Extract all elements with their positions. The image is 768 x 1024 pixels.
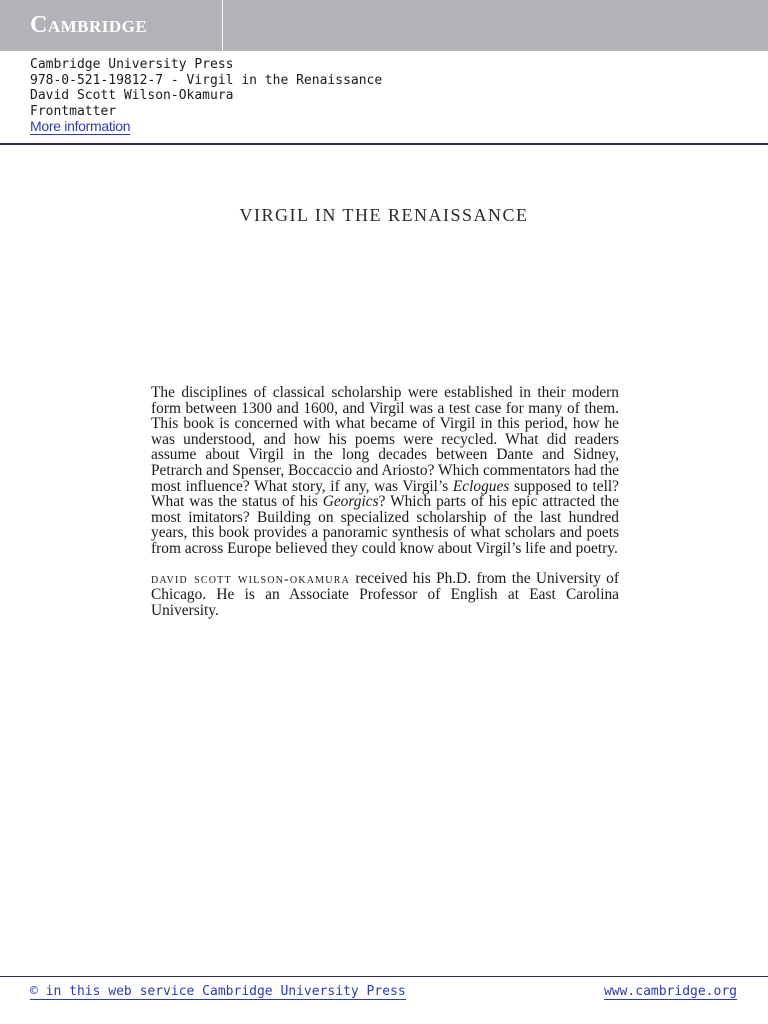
book-metadata (30, 57, 382, 136)
cambridge-logo: Cambridge (30, 12, 148, 38)
georgics-title: Georgics (322, 493, 379, 511)
banner-divider (222, 0, 223, 51)
copyright-link[interactable]: © in this web service Cambridge University Press (30, 984, 406, 999)
bio-author-name: david scott wilson-okamura (151, 571, 350, 587)
book-description (151, 385, 619, 618)
header-rule (0, 143, 768, 145)
eclogues-title: Eclogues (452, 477, 510, 495)
publisher-banner (0, 0, 768, 51)
author-name: David Scott Wilson-Okamura (30, 88, 234, 103)
footer-rule (0, 976, 768, 977)
description-text-2: supposed to tell? What was the status of his (151, 477, 619, 511)
bio-text: received his Ph.D. from the University of Chicago. He is an Associate Professor of English at East Carolina University. (151, 569, 620, 619)
description-text-3: ? Which parts of his epic attracted the most imitators? Building on specialized scholarship of the last hundred years, this book provides a panoramic synthesis of what scholars and poets from across Europe believed they could know about Virgil’s life and poetry. (151, 493, 619, 557)
isbn-title: 978-0-521-19812-7 - Virgil in the Renaissance (30, 72, 383, 88)
author-bio (151, 571, 619, 619)
description-paragraph (151, 385, 619, 557)
more-information-link[interactable]: More information (30, 118, 131, 134)
publisher-name: Cambridge University Press (30, 57, 234, 72)
book-title: VIRGIL IN THE RENAISSANCE (239, 205, 529, 225)
cambridge-website-link[interactable]: www.cambridge.org (603, 984, 737, 999)
section-name: Frontmatter (30, 103, 117, 119)
description-text-1: The disciplines of classical scholarship were established in their modern form between 1300 and 1600, and Virgil was a test case for many of them. This book is concerned with what became of Virgil in this period, how he was understood, and how his poems were recycled. What did readers assume about Virgil in the long decades between Dante and Sidney, Petrarch and Spenser, Boccaccio and Ariosto? Which commentators had the most influence? What story, if any, was Virgil’s (151, 384, 619, 495)
